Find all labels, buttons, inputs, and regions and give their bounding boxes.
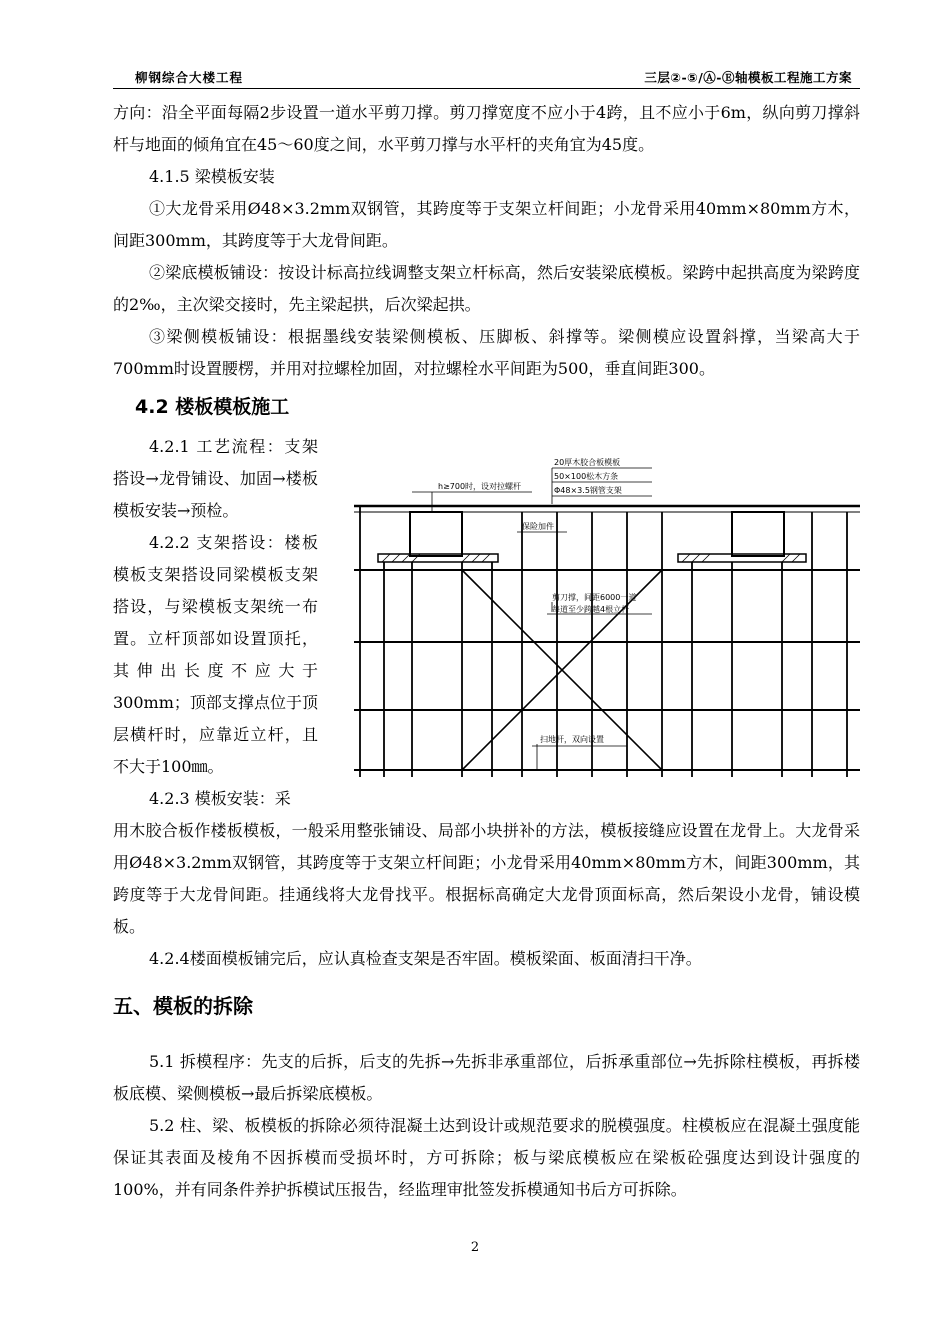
paragraph-4-2-4: 4.2.4楼面模板铺完后，应认真检查支架是否牢固。模板梁面、板面清扫干净。 bbox=[149, 949, 702, 968]
beam-right bbox=[732, 512, 784, 556]
paragraph-4-1-5-3: ③梁侧模板铺设：根据墨线安装梁侧模板、压脚板、斜撑等。梁侧模应设置斜撑，当梁高大于700mm时设置腰楞，并用对拉螺栓加固，对拉螺栓水平间距为500，垂直间距300。 bbox=[113, 327, 860, 378]
paragraph-4-2-1: 4.2.1 工艺流程：支架搭设→龙骨铺设、加固→楼板模板安装→预检。 bbox=[113, 437, 318, 520]
paragraph-4-2-3-start: 4.2.3 模板安装：采 bbox=[149, 789, 291, 808]
label-scissor-spacing: 剪刀撑，间距6000一道 bbox=[552, 593, 637, 602]
paragraph-scissor-brace: 方向：沿全平面每隔2步设置一道水平剪刀撑。剪刀撑宽度不应小于4跨，且不应小于6m，纵向剪刀撑斜杆与地面的倾角宜在45～60度之间，水平剪刀撑与水平杆的夹角宜为45度。 bbox=[113, 103, 860, 154]
label-panel: 20厚木胶合板模板 bbox=[554, 458, 621, 467]
label-scissor-span: 每道至少跨越4根立杆 bbox=[552, 605, 630, 614]
label-sweep-rod: 扫地杆，双向设置 bbox=[540, 735, 604, 744]
paragraph-4-2-2: 4.2.2 支架搭设：楼板模板支架搭设同梁模板支架搭设，与梁模板支架统一布置。立杆顶部如设置顶托，其伸出长度不应大于300mm；顶部支撑点位于顶层横杆时，应靠近立杆，且不大于100㎜。 bbox=[113, 533, 318, 776]
paragraph-5-2: 5.2 柱、梁、板模板的拆除必须待混凝土达到设计或规范要求的脱模强度。柱模板应在混凝土强度能保证其表面及棱角不因拆模而受损坏时，方可拆除；板与梁底模板应在梁板砼强度达到设计强度的100%，并有同条件养护拆模试压报告，经监理审批签发拆模通知书后方可拆除。 bbox=[113, 1116, 860, 1199]
paragraph-4-1-5-1: ①大龙骨采用Ø48×3.2mm双钢管，其跨度等于支架立杆间距；小龙骨采用40mm×80mm方木，间距300mm，其跨度等于大龙骨间距。 bbox=[113, 199, 860, 250]
paragraph-5-1: 5.1 拆模程序：先支的后拆，后支的先拆→先拆非承重部位，后拆承重部位→先拆除柱模板，再拆楼板底模、梁侧模板→最后拆梁底模板。 bbox=[113, 1052, 860, 1103]
label-pipe: Φ48×3.5钢管支架 bbox=[554, 486, 622, 495]
page-header bbox=[113, 66, 860, 89]
section-4-1-5-heading: 4.1.5 梁模板安装 bbox=[149, 167, 275, 186]
header-project-name: 柳钢综合大楼工程 bbox=[135, 70, 244, 85]
formwork-support-diagram bbox=[352, 452, 862, 784]
chapter-5-heading: 五、模板的拆除 bbox=[113, 994, 253, 1018]
label-safety-fitting: 保险加件 bbox=[522, 522, 554, 531]
header-document-title: 三层②-⑤/Ⓐ-Ⓔ轴模板工程施工方案 bbox=[644, 70, 852, 85]
section-4-2-heading: 4.2 楼板模板施工 bbox=[135, 396, 290, 418]
label-joist: 50×100松木方条 bbox=[554, 472, 619, 481]
paragraph-4-1-5-2: ②梁底模板铺设：按设计标高拉线调整支架立杆标高，然后安装梁底模板。梁跨中起拱高度为梁跨度的2‰，主次梁交接时，先主梁起拱，后次梁起拱。 bbox=[113, 263, 860, 314]
page-number: 2 bbox=[470, 1240, 480, 1255]
label-beam-bolt: h≥700时，设对拉螺杆 bbox=[438, 482, 522, 491]
beam-left bbox=[410, 512, 462, 556]
paragraph-4-2-3-rest: 用木胶合板作楼板模板，一般采用整张铺设、局部小块拼补的方法，模板接缝应设置在龙骨上。大龙骨采用Ø48×3.2mm双钢管，其跨度等于支架立杆间距；小龙骨采用40mm×80mm方木，间距300mm，其跨度等于大龙骨间距。挂通线将大龙骨找平。根据标高确定大龙骨顶面标高，然后架设小龙骨，铺设模板。 bbox=[113, 821, 860, 936]
